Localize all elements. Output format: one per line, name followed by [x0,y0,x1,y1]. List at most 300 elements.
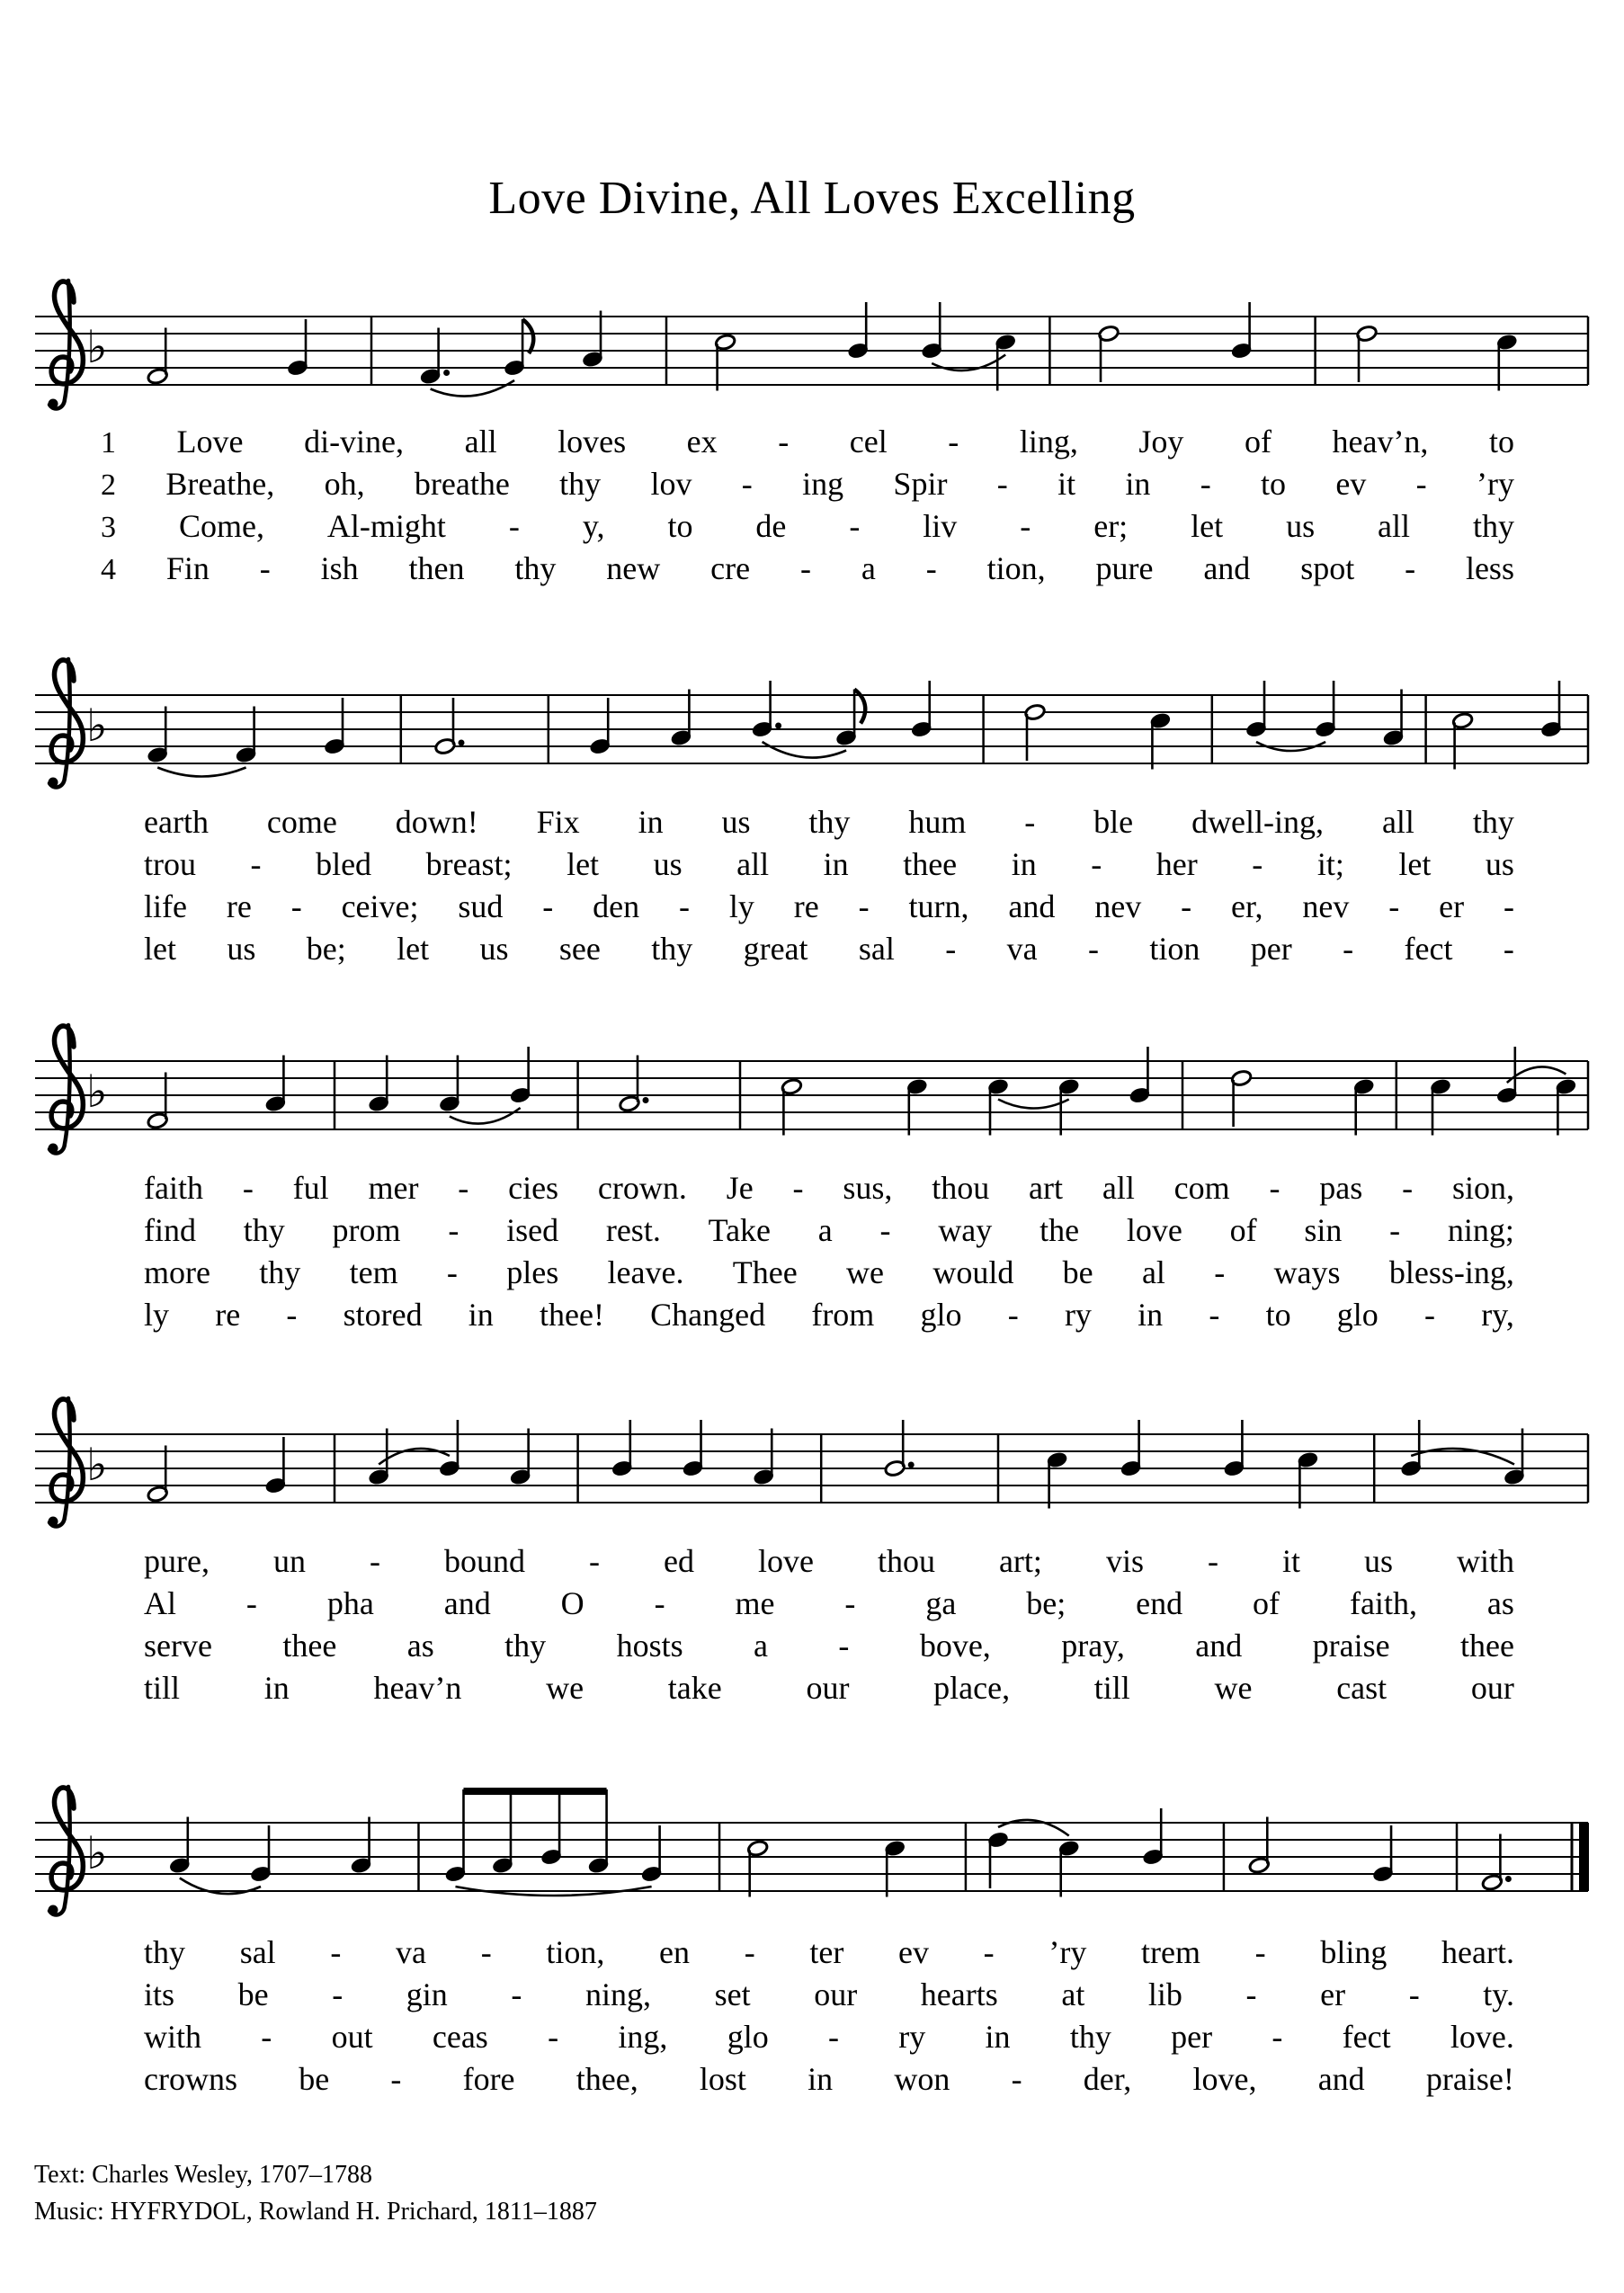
lyric-token: the [1040,1212,1080,1248]
lyric-token: it [1281,1543,1300,1579]
lyric-token: - [741,466,753,502]
note [911,681,932,738]
note [1046,1451,1067,1509]
lyric-token: - [448,1212,460,1248]
lyric-token: - [1272,2019,1283,2055]
lyric-token: love [757,1543,814,1579]
lyric-token: - [1424,1297,1435,1333]
lyric-token: be [299,2061,330,2097]
note [1129,1047,1150,1104]
lyric-token: way [938,1212,993,1248]
note [906,1078,928,1136]
lyric-token: Changed [650,1297,766,1333]
lyric-token: Breathe, [165,466,275,502]
lyric-token: and [1195,1628,1243,1664]
note [439,1056,460,1113]
lyric-token: - [1011,2061,1022,2097]
lyric-token: - [511,1976,522,2012]
lyric-token: y, [582,508,605,544]
lyric-token: liv [923,508,958,544]
lyric-token: glo [727,2019,769,2055]
lyric-token: - [1503,888,1514,924]
lyric-token: us [1363,1543,1393,1579]
lyric-token: heav’n, [1332,424,1429,459]
note [492,1789,513,1874]
lyric-token: - [548,2019,559,2055]
lyric-token: ly [728,888,754,924]
note [611,1420,633,1477]
lyric-token: - [1024,804,1036,840]
lyric-line [144,1933,1514,1976]
lyric-token: - [945,931,957,967]
lyric-line [144,1542,1514,1584]
note [987,1831,1009,1888]
slur [763,742,846,758]
lyric-token: ed [663,1543,694,1579]
lyric-token: - [286,1297,298,1333]
lyric-token: er [1439,888,1465,924]
lyric-token: - [290,888,302,924]
treble-clef-icon [49,1025,84,1154]
note [350,1817,371,1875]
note [781,1078,802,1136]
lyric-token: thy [243,1212,285,1248]
lyric-token: faith [144,1170,203,1206]
lyric-token: - [330,1934,342,1970]
lyric-token: a [861,550,876,586]
lyric-token: set [714,1976,751,2012]
lyric-token: bless-ing, [1388,1254,1514,1290]
lyric-token: thy [1472,804,1514,840]
lyric-token: as [406,1628,434,1664]
lyric-token: bling [1320,1934,1388,1970]
lyric-token: it; [1316,846,1344,882]
lyric-token: thee [903,846,958,882]
lyric-line [144,1296,1514,1338]
lyric-token: we [546,1670,584,1706]
lyric-token: - [792,1170,804,1206]
lyric-token: sin [1304,1212,1343,1248]
lyric-token: Joy [1138,424,1184,459]
note [847,302,869,360]
lyric-token: find [144,1212,196,1248]
flat-sign: ♭ [86,1066,108,1118]
lyric-token: ling, [1019,424,1078,459]
lyric-token: - [1389,1212,1401,1248]
treble-clef-icon [49,281,84,409]
lyric-token: art [1029,1170,1064,1206]
lyric-token: - [1245,1976,1257,2012]
system-2-lyrics [144,803,1514,972]
lyric-token: er [1320,1976,1346,2012]
lyric-token: - [858,888,870,924]
note [147,1446,168,1503]
lyric-token: ry, [1481,1297,1514,1333]
note [589,698,611,755]
note [1356,325,1378,382]
lyric-line [144,2060,1514,2102]
lyric-line [101,549,1514,592]
verse-number: 3 [101,511,116,544]
note [250,1825,272,1883]
lyric-token: us [1286,508,1316,544]
note [921,302,942,360]
lyric-token: breast; [425,846,513,882]
note [1372,1825,1394,1883]
lyric-token: - [1503,931,1514,967]
lyric-token: me [735,1585,775,1621]
lyric-token: in [1138,1297,1164,1333]
lyric-token: ful [292,1170,329,1206]
lyric-token: end [1136,1585,1183,1621]
lyric-token: mer [368,1170,419,1206]
lyric-token: fect [1342,2019,1391,2055]
lyric-token: in [263,1670,290,1706]
lyric-line [144,888,1514,930]
note [1120,1420,1141,1477]
note [439,1420,460,1477]
verse-number: 2 [101,468,116,502]
lyric-token: thy [514,550,557,586]
lyric-token: new [606,550,661,586]
system-5-lyrics [144,1933,1514,2102]
flat-sign: ♭ [86,1827,108,1879]
lyric-token: er, [1230,888,1263,924]
lyric-token: sud [458,888,504,924]
lyric-token: heart. [1441,1934,1514,1970]
lyric-token: - [1214,1254,1226,1290]
lyric-line [144,1584,1514,1627]
lyric-token: ceas [432,2019,488,2055]
note [747,1840,769,1897]
lyric-token: - [1020,508,1031,544]
lyric-token: va [1006,931,1038,967]
lyric-token: and [1008,888,1056,924]
lyric-token: in [1011,846,1037,882]
lyric-token: thy [808,804,851,840]
lyric-token: - [948,424,959,459]
lyric-token: great [743,931,808,967]
lyric-token: earth [144,804,209,840]
lyric-token: Spir [893,466,948,502]
lyric-token: in [638,804,664,840]
note [1430,1078,1451,1136]
lyric-token: - [259,550,271,586]
lyric-token: - [1209,1297,1220,1333]
flat-sign: ♭ [86,321,108,373]
lyric-token: er; [1093,508,1129,544]
lyric-token: crown. [597,1170,687,1206]
note [995,334,1016,391]
lyric-token: thy [1472,508,1514,544]
lyric-token: in [823,846,849,882]
system-3-lyrics [144,1169,1514,1338]
lyric-token: - [1200,466,1211,502]
lyric-token: to [1488,424,1514,459]
note [1058,1078,1080,1136]
lyric-token: breathe [414,466,510,502]
lyric-token: ’ry [1476,466,1514,502]
note [368,1056,389,1113]
slur [998,1100,1069,1109]
lyric-token: stored [343,1297,423,1333]
lyric-token: ev [1335,466,1367,502]
lyric-token: - [925,550,937,586]
lyric-token: - [778,424,790,459]
note [1382,690,1404,747]
lyric-line [144,2018,1514,2060]
note [714,334,736,391]
music-credit: Music: HYFRYDOL, Rowland H. Prichard, 1811–1887 [34,2198,597,2226]
lyric-token: - [588,1543,600,1579]
note [324,698,345,755]
note [509,1429,531,1486]
lyric-token: our [1470,1670,1514,1706]
lyric-token: trem [1141,1934,1200,1970]
lyric-token: pure, [144,1543,210,1579]
lyric-token: der, [1083,2061,1132,2097]
lyric-token: lib [1147,1976,1182,2012]
note [287,319,308,377]
lyric-token: Love [176,424,244,459]
lyric-token: ry [898,2019,926,2055]
lyric-token: ble [1093,804,1134,840]
lyric-token: - [654,1585,665,1621]
lyric-token: dwell-ing, [1191,804,1325,840]
lyric-token: en [659,1934,691,1970]
note [587,1789,609,1874]
lyric-token: then [408,550,465,586]
lyric-token: cre [710,550,751,586]
lyric-token: - [1343,931,1354,967]
lyric-token: sal [858,931,895,967]
lyric-token: take [667,1670,722,1706]
lyric-token: let [397,931,430,967]
lyric-line [144,803,1514,845]
note [1400,1420,1422,1477]
verse-number: 1 [101,426,116,459]
lyric-token: pha [326,1585,374,1621]
lyric-token: - [480,1934,492,1970]
lyric-token: - [250,846,262,882]
lyric-token: - [261,2019,272,2055]
lyric-token: - [838,1628,850,1664]
lyric-line [144,930,1514,972]
note [1230,1069,1252,1127]
lyric-token: thy [1069,2019,1111,2055]
note [1248,1817,1270,1875]
lyric-token: den [593,888,640,924]
lyric-token: - [679,888,691,924]
lyric-token: - [983,1934,995,1970]
lyric-token: thee! [540,1297,604,1333]
lyric-token: all [1381,804,1414,840]
lyric-token: art; [998,1543,1042,1579]
lyric-token: - [1408,1976,1420,2012]
lyric-token: see [558,931,601,967]
lyric-token: - [1254,1934,1266,1970]
lyric-token: di-vine, [304,424,405,459]
lyric-token: O [560,1585,584,1621]
lyric-line [144,1627,1514,1669]
lyric-token: cies [508,1170,559,1206]
flat-sign: ♭ [86,700,108,752]
lyric-token: lost [699,2061,746,2097]
lyric-token: re [793,888,819,924]
note [884,1840,906,1897]
note [1098,325,1120,382]
lyric-token: ly [144,1297,170,1333]
lyric-token: de [755,508,787,544]
lyric-token: Come, [178,508,264,544]
lyric-token: - [1405,550,1416,586]
lyric-token: all [736,846,770,882]
lyric-line [144,845,1514,888]
page-title: Love Divine, All Loves Excelling [488,172,1136,224]
lyric-token: in [808,2061,834,2097]
lyric-token: ex [686,424,718,459]
lyric-token: love, [1192,2061,1257,2097]
lyric-token: crowns [144,2061,237,2097]
lyric-token: ning; [1447,1212,1514,1248]
lyric-token: with [144,2019,202,2055]
lyric-token: place, [933,1670,1011,1706]
note [1024,703,1046,761]
lyric-token: - [744,1934,755,1970]
lyric-token: Je [726,1170,754,1206]
note [682,1420,703,1477]
lyric-token: thou [932,1170,990,1206]
lyric-token: - [1252,846,1263,882]
lyric-token: with [1456,1543,1514,1579]
lyric-token: ev [898,1934,929,1970]
lyric-token: fect [1404,931,1453,967]
lyric-token: un [272,1543,306,1579]
lyric-token: tion, [986,550,1046,586]
lyric-token: ways [1273,1254,1341,1290]
note [1555,1078,1576,1136]
lyric-token: ing [802,466,844,502]
lyric-token: thee [282,1628,337,1664]
lyric-line [144,1211,1514,1254]
lyric-token: ples [506,1254,559,1290]
lyric-token: ry [1064,1297,1092,1333]
lyric-token: and [1317,2061,1365,2097]
lyric-token: praise [1312,1628,1390,1664]
note [1058,1840,1080,1897]
lyric-token: bound [443,1543,525,1579]
note [1451,712,1473,770]
lyric-token: per [1171,2019,1213,2055]
lyric-token: thy [559,466,602,502]
note [264,1056,286,1113]
note [169,1817,191,1875]
lyric-token: her [1156,846,1198,882]
note [1245,681,1267,738]
lyric-token: of [1253,1585,1280,1621]
beam [463,1788,606,1795]
lyric-token: - [332,1976,344,2012]
lyric-token: sal [239,1934,276,1970]
lyric-token: bled [316,846,372,882]
lyric-token: - [1269,1170,1280,1206]
lyric-token: a [817,1212,833,1248]
lyric-token: at [1061,1976,1085,2012]
lyric-token: cel [849,424,888,459]
note [1481,1834,1512,1892]
lyric-token: - [1088,931,1100,967]
lyric-token: glo [1336,1297,1379,1333]
lyric-token: spot [1300,550,1355,586]
lyric-token: love [1126,1212,1182,1248]
note [619,1056,649,1113]
lyric-token: would [932,1254,1014,1290]
lyric-token: of [1229,1212,1257,1248]
lyric-token: - [508,508,520,544]
note [1142,1808,1164,1866]
lyric-token: - [1207,1543,1218,1579]
lyric-token: cast [1336,1670,1388,1706]
lyric-token: thy [259,1254,301,1290]
treble-clef-icon [49,1787,84,1915]
lyric-token: vis [1105,1543,1144,1579]
text-credit: Text: Charles Wesley, 1707–1788 [34,2161,373,2189]
slur [431,380,514,397]
lyric-token: - [242,1170,254,1206]
lyric-token: tion, [546,1934,605,1970]
lyric-token: com [1173,1170,1230,1206]
lyric-token: bove, [919,1628,991,1664]
lyric-token: from [811,1297,875,1333]
lyric-token: more [144,1254,210,1290]
lyric-token: it [1057,466,1076,502]
lyric-token: ceive; [341,888,419,924]
lyric-token: all [464,424,497,459]
lyric-token: our [806,1670,850,1706]
lyric-token: - [458,1170,469,1206]
slur [157,768,245,777]
lyric-token: - [446,1254,458,1290]
slur [450,1108,521,1124]
verse-number: 4 [101,553,116,586]
lyric-token: we [846,1254,885,1290]
flat-sign: ♭ [86,1439,108,1491]
lyric-token: to [667,508,693,544]
lyric-token: thy [144,1934,186,1970]
note [147,1073,168,1130]
lyric-token: Fix [536,804,580,840]
lyric-token: let [144,931,176,967]
note [1353,1078,1375,1136]
lyric-line [144,1976,1514,2018]
lyric-token: re [215,1297,241,1333]
lyric-token: of [1244,424,1272,459]
lyric-token: - [996,466,1008,502]
lyric-token: and [1203,550,1251,586]
lyric-token: thee [1460,1628,1514,1664]
lyric-token: faith, [1349,1585,1417,1621]
lyric-token: al [1141,1254,1165,1290]
system-4-lyrics [144,1542,1514,1711]
lyric-token: lov [650,466,692,502]
lyric-token: leave. [607,1254,684,1290]
lyric-token: pas [1319,1170,1363,1206]
lyric-token: pure [1095,550,1154,586]
lyric-line [144,1254,1514,1296]
lyric-token: come [266,804,337,840]
lyric-token: re [226,888,252,924]
lyric-token: ish [320,550,359,586]
